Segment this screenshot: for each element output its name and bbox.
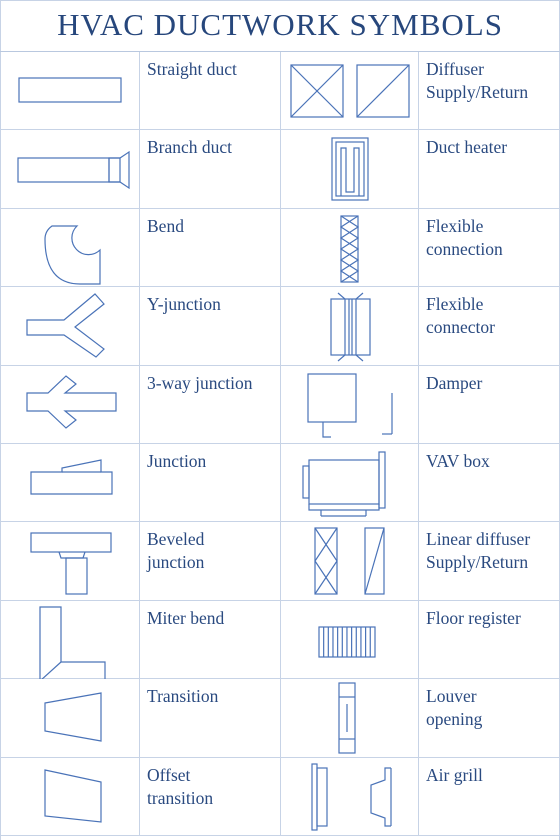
label-cell (419, 209, 560, 286)
bend-icon (0, 209, 140, 287)
page-title: HVAC DUCTWORK SYMBOLS (0, 0, 560, 52)
symbol-label: Branch duct (147, 137, 233, 158)
symbol-cell (281, 522, 419, 599)
symbol-cell (281, 130, 419, 207)
beveled-junction-icon (0, 522, 140, 600)
symbol-label: Flexible connector (426, 294, 495, 338)
y-junction-icon (0, 287, 140, 365)
symbol-row (0, 209, 560, 287)
symbol-row (0, 444, 560, 522)
symbol-label: Floor register (426, 607, 521, 628)
label-cell (140, 601, 281, 678)
symbol-label: Bend (147, 215, 184, 236)
symbol-label: Diffuser Supply/Return (426, 59, 529, 102)
symbol-label: Beveled junction (147, 529, 205, 573)
symbol-label: Louver opening (426, 686, 483, 730)
flexible-connector-icon (281, 287, 419, 365)
symbol-cell (0, 522, 140, 599)
label-cell (419, 366, 560, 443)
label-cell (419, 522, 560, 599)
label-cell (140, 287, 281, 364)
straight-duct-icon (0, 52, 140, 130)
symbol-row (0, 522, 560, 600)
symbol-row (0, 679, 560, 757)
symbol-cell (281, 758, 419, 835)
label-cell (140, 130, 281, 207)
symbol-label: Offset transition (147, 764, 214, 808)
symbol-cell (0, 679, 140, 756)
label-cell (419, 758, 560, 835)
label-cell (140, 52, 281, 129)
symbol-row (0, 758, 560, 836)
symbol-label: Miter bend (147, 607, 225, 628)
symbol-label: Straight duct (147, 59, 237, 79)
damper-icon (281, 366, 419, 444)
transition-icon (0, 679, 140, 757)
symbol-label: Junction (147, 451, 207, 471)
symbol-cell (0, 601, 140, 678)
symbol-cell (281, 444, 419, 521)
symbol-row (0, 601, 560, 679)
symbol-row (0, 287, 560, 365)
symbol-cell (281, 209, 419, 286)
symbol-cell (0, 366, 140, 443)
symbol-cell (281, 601, 419, 678)
symbol-cell (281, 52, 419, 129)
symbol-row (0, 52, 560, 130)
symbol-label: Y-junction (147, 294, 221, 315)
symbol-cell (0, 758, 140, 835)
symbol-cell (281, 287, 419, 364)
offset-transition-icon (0, 758, 140, 836)
linear-diffuser-icon (281, 522, 419, 600)
symbol-cell (0, 209, 140, 286)
symbol-label: Air grill (426, 764, 483, 785)
symbol-cell (0, 287, 140, 364)
symbol-label: Flexible connection (426, 215, 503, 259)
label-cell (140, 758, 281, 835)
label-cell (419, 287, 560, 364)
symbol-label: VAV box (426, 451, 490, 471)
symbol-label: Damper (426, 372, 483, 393)
label-cell (419, 444, 560, 521)
miter-bend-icon (0, 601, 140, 679)
flexible-connection-icon (281, 209, 419, 287)
branch-duct-icon (0, 130, 140, 208)
symbol-label: Duct heater (426, 137, 508, 158)
diffuser-icon (281, 52, 419, 130)
duct-heater-icon (281, 130, 419, 208)
symbol-cell (0, 130, 140, 207)
symbol-cell (281, 366, 419, 443)
floor-register-icon (281, 601, 419, 679)
label-cell (140, 209, 281, 286)
label-cell (419, 52, 560, 129)
label-cell (140, 522, 281, 599)
air-grill-icon (281, 758, 419, 836)
symbol-cell (0, 52, 140, 129)
symbol-row (0, 130, 560, 208)
vav-box-icon (281, 444, 419, 522)
label-cell (419, 601, 560, 678)
symbol-label: Transition (147, 686, 219, 707)
junction-icon (0, 444, 140, 522)
symbol-cell (0, 444, 140, 521)
louver-opening-icon (281, 679, 419, 757)
symbol-table (0, 52, 560, 840)
label-cell (140, 679, 281, 756)
label-cell (419, 130, 560, 207)
symbol-row (0, 366, 560, 444)
symbol-cell (281, 679, 419, 756)
symbol-label: Linear diffuser Supply/Return (426, 529, 531, 573)
symbol-label: 3-way junction (147, 372, 253, 393)
label-cell (140, 444, 281, 521)
label-cell (419, 679, 560, 756)
label-cell (140, 366, 281, 443)
three-way-junction-icon (0, 366, 140, 444)
